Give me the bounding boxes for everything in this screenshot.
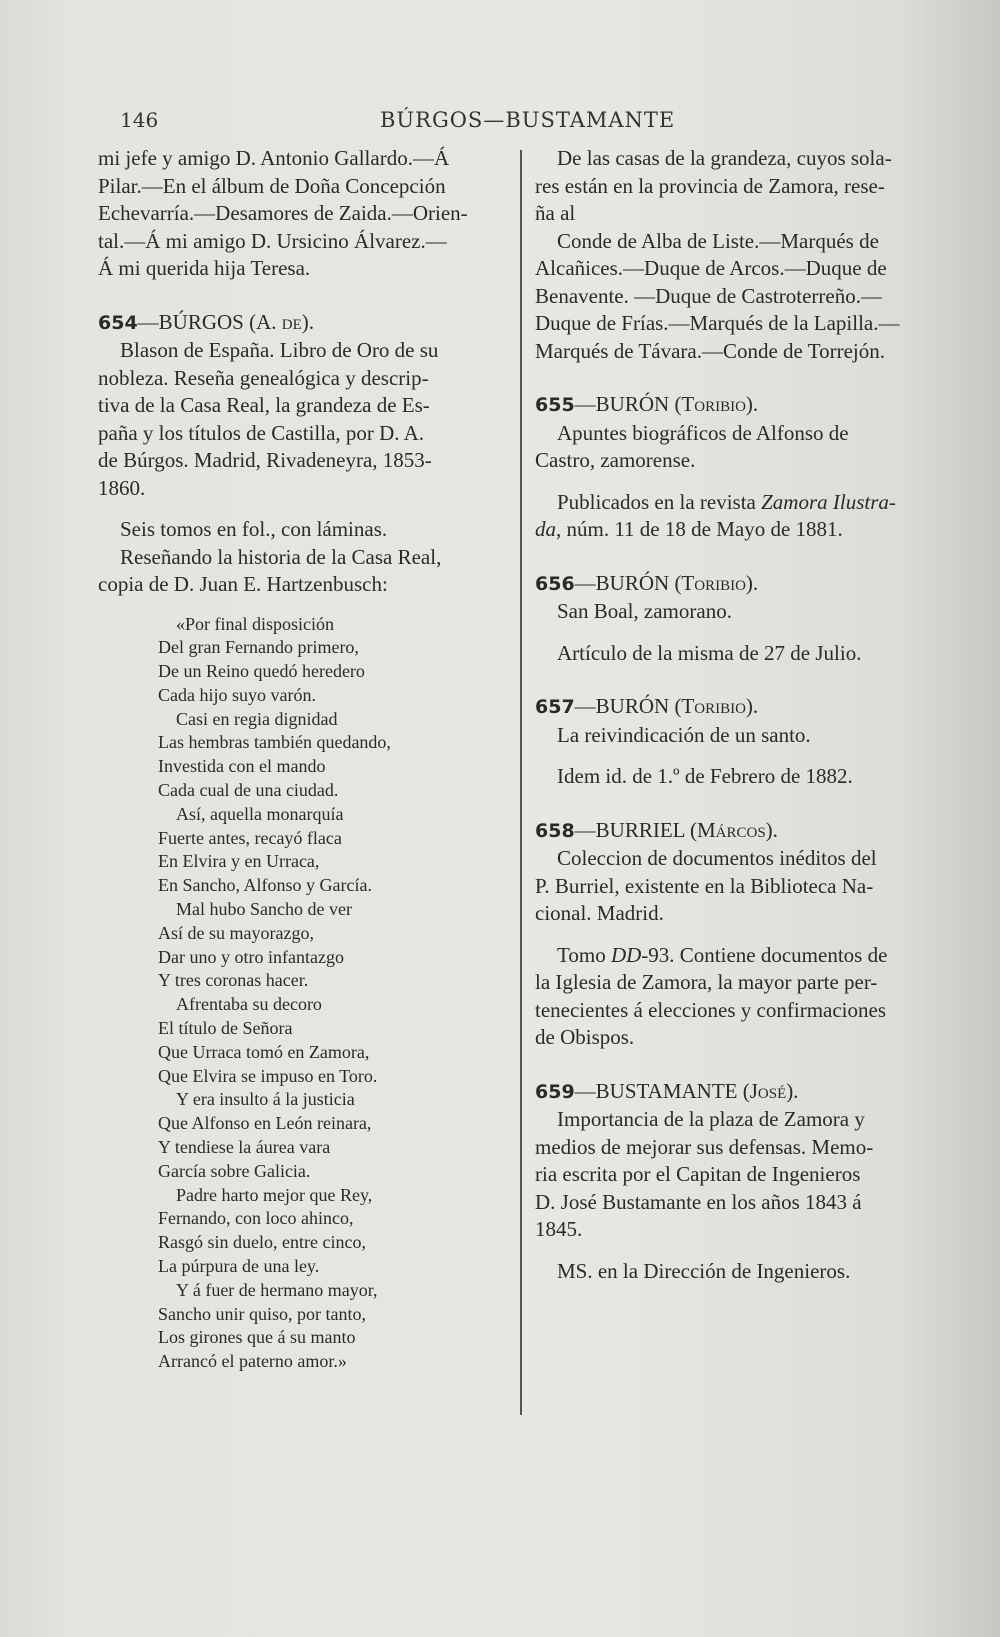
entry-author: BURÓN <box>595 570 670 595</box>
entry-number: 657 <box>535 696 575 718</box>
poem-line: Los girones que á su manto <box>158 1327 356 1348</box>
running-title: BÚRGOS—BUSTAMANTE <box>380 108 676 132</box>
text-line: res están en la provincia de Zamora, rese- <box>535 173 885 198</box>
text-line: Coleccion de documentos inéditos del <box>557 846 877 870</box>
poem-line: Las hembras también quedando, <box>158 732 391 753</box>
text-line: Conde de Alba de Liste.—Marqués de <box>557 228 879 253</box>
text-line: Importancia de la plaza de Zamora y <box>557 1107 865 1131</box>
entry-dash: — <box>574 392 596 416</box>
poem-line: En Elvira y en Urraca, <box>158 851 320 872</box>
note-italic: da <box>535 517 556 541</box>
poem-line: Y á fuer de hermano mayor, <box>176 1279 378 1300</box>
entry-655 <box>535 391 945 544</box>
poem-line: Y tendiese la áurea vara <box>158 1137 331 1158</box>
poem-line: Cada hijo suyo varón. <box>158 684 316 705</box>
text-line: Echevarría.—Desamores de Zaida.—Orien- <box>98 201 468 225</box>
text-line: de Búrgos. Madrid, Rivadeneyra, 1853- <box>98 448 432 472</box>
entry-heading <box>535 693 945 722</box>
entry-given-name: (José). <box>742 1078 799 1103</box>
poem <box>98 613 514 1375</box>
entry-heading <box>535 391 945 420</box>
entry-given-name: (Toribio). <box>674 570 759 595</box>
poem-line: Cada cual de una ciudad. <box>158 780 339 801</box>
entry-particle: de <box>281 309 302 334</box>
entry-note <box>535 763 945 791</box>
entry-number: 658 <box>535 819 575 842</box>
column-divider <box>520 150 522 1415</box>
entry-heading <box>535 1078 945 1107</box>
text-line: ria escrita por el Capitan de Ingenieros <box>535 1162 861 1186</box>
poem-line: De un Reino quedó heredero <box>158 661 365 682</box>
entry-author: BÚRGOS <box>158 309 244 334</box>
entry-dash: — <box>574 817 596 842</box>
text-line: Artículo de la misma de 27 de Julio. <box>557 640 862 665</box>
text-line: copia de D. Juan E. Hartzenbusch: <box>98 572 388 596</box>
text-line: Benavente. —Duque de Castroterreño.— <box>535 283 882 308</box>
text-line: Á mi querida hija Teresa. <box>98 256 311 280</box>
entry-number: 654 <box>98 311 138 334</box>
entry-658 <box>535 817 945 1052</box>
text-line: Castro, zamorense. <box>535 448 696 472</box>
entry-given-name: (Toribio). <box>674 392 759 416</box>
text-line: Seis tomos en fol., con láminas. <box>120 517 388 541</box>
right-column <box>535 145 945 1285</box>
entry-title <box>535 1106 945 1244</box>
poem-line: Fuerte antes, recayó flaca <box>158 827 342 848</box>
text-line: La reivindicación de un santo. <box>557 722 811 747</box>
poem-line: El título de Señora <box>158 1018 293 1039</box>
text-line: San Boal, zamorano. <box>557 599 732 623</box>
entry-659 <box>535 1078 945 1286</box>
grandeza-list <box>535 228 945 366</box>
entry-number: 655 <box>535 394 575 416</box>
entry-author: BURÓN <box>595 694 670 718</box>
entry-title <box>535 845 945 928</box>
poem-line: Casi en regia dignidad <box>176 708 338 729</box>
text-line: Blason de España. Libro de Oro de su <box>120 338 439 362</box>
poem-line: Arrancó el paterno amor.» <box>158 1351 347 1372</box>
text-line: MS. en la Dirección de Ingenieros. <box>557 1258 851 1283</box>
left-column <box>98 145 514 1374</box>
entry-author: BURÓN <box>595 392 670 416</box>
text-line: de Obispos. <box>535 1025 635 1049</box>
entry-number: 659 <box>535 1080 575 1103</box>
poem-line: La púrpura de una ley. <box>158 1256 320 1277</box>
text-line: la Iglesia de Zamora, la mayor parte per- <box>535 970 878 994</box>
note-prefix: Publicados en la revista <box>557 489 762 514</box>
entry-close: ). <box>301 309 315 334</box>
entry-note <box>535 489 945 544</box>
poem-line: Padre harto mejor que Rey, <box>176 1184 373 1205</box>
text-line <box>535 516 945 544</box>
page-number: 146 <box>120 108 159 132</box>
entry-dash: — <box>574 1078 596 1103</box>
text-line: Marqués de Távara.—Conde de Torrejón. <box>535 338 885 363</box>
note-rest: -93. Contiene documentos de <box>641 942 888 967</box>
entry-author-rest: (A. <box>249 309 282 334</box>
entry-number: 656 <box>535 572 575 595</box>
poem-line: Mal hubo Sancho de ver <box>176 899 352 920</box>
poem-line: Que Urraca tomó en Zamora, <box>158 1041 370 1062</box>
text-line: tal.—Á mi amigo D. Ursicino Álvarez.— <box>98 228 447 253</box>
poem-line: García sobre Galicia. <box>158 1160 311 1181</box>
text-line: Reseñando la historia de la Casa Real, <box>120 544 442 569</box>
entry-dash: — <box>574 694 596 718</box>
note-prefix: Tomo <box>557 942 611 967</box>
text-line: mi jefe y amigo D. Antonio Gallardo.—Á <box>98 146 450 170</box>
poem-line: Así de su mayorazgo, <box>158 922 314 943</box>
entry-note <box>535 942 945 1052</box>
text-line: Pilar.—En el álbum de Doña Concepción <box>98 173 446 198</box>
entry-dash: — <box>137 309 159 334</box>
entry-dash: — <box>574 570 596 595</box>
text-line: cional. Madrid. <box>535 901 664 925</box>
poem-line: Investida con el mando <box>158 756 326 777</box>
entry-note <box>535 640 945 668</box>
text-line: ña al <box>535 201 576 225</box>
entry-656 <box>535 570 945 668</box>
text-line: Duque de Frías.—Marqués de la Lapilla.— <box>535 311 900 335</box>
poem-line: «Por final disposición <box>176 613 334 634</box>
poem-line: Y era insulto á la justicia <box>176 1089 355 1110</box>
entry-author: BURRIEL <box>595 817 685 842</box>
note-suffix: , núm. 11 de 18 de Mayo de 1881. <box>556 517 843 541</box>
text-line: Idem id. de 1.º de Febrero de 1882. <box>557 764 853 788</box>
note-italic: Zamora Ilustra- <box>761 489 896 514</box>
text-line <box>535 942 945 970</box>
entry-given-name: (Márcos). <box>689 817 778 842</box>
text-line: 1860. <box>98 475 146 500</box>
text-line: P. Burriel, existente en la Biblioteca Na- <box>535 873 874 898</box>
entry-title <box>535 722 945 750</box>
poem-line: Del gran Fernando primero, <box>158 637 359 658</box>
entry-title <box>98 337 514 502</box>
poem-line: Rasgó sin duelo, entre cinco, <box>158 1232 366 1253</box>
grandeza-intro <box>535 145 945 228</box>
poem-line: Dar uno y otro infantazgo <box>158 946 344 967</box>
entry-657 <box>535 693 945 791</box>
entry-title <box>535 598 945 626</box>
entry-heading <box>535 570 945 599</box>
poem-line: Así, aquella monarquía <box>176 803 344 824</box>
continuation-text <box>98 145 514 283</box>
text-line: paña y los títulos de Castilla, por D. A. <box>98 420 425 445</box>
text-line: Apuntes biográficos de Alfonso de <box>557 420 849 445</box>
text-line: nobleza. Reseña genealógica y descrip- <box>98 365 429 390</box>
entry-heading <box>98 309 514 338</box>
poem-line: En Sancho, Alfonso y García. <box>158 875 372 896</box>
poem-line: Que Elvira se impuso en Toro. <box>158 1065 378 1086</box>
text-line: 1845. <box>535 1217 583 1241</box>
entry-author: BUSTAMANTE <box>595 1078 738 1103</box>
poem-line: Fernando, con loco ahinco, <box>158 1208 354 1229</box>
entry-note <box>535 1258 945 1286</box>
text-line <box>535 489 945 517</box>
entry-title <box>535 420 945 475</box>
text-line: medios de mejorar sus defensas. Memo- <box>535 1134 874 1159</box>
poem-line: Sancho unir quiso, por tanto, <box>158 1303 366 1324</box>
text-line: D. José Bustamante en los años 1843 á <box>535 1189 862 1214</box>
text-line: De las casas de la grandeza, cuyos sola- <box>557 146 892 170</box>
poem-line: Que Alfonso en León reinara, <box>158 1113 372 1134</box>
page-header <box>0 108 1000 138</box>
text-line: tenecientes á elecciones y confirmaciones <box>535 997 886 1022</box>
poem-line: Y tres coronas hacer. <box>158 970 309 991</box>
entry-heading <box>535 817 945 846</box>
entry-given-name: (Toribio). <box>674 694 759 718</box>
poem-line: Afrentaba su decoro <box>176 994 322 1015</box>
note-italic: DD <box>610 942 642 967</box>
text-line: tiva de la Casa Real, la grandeza de Es- <box>98 393 430 417</box>
entry-note <box>98 516 514 599</box>
text-line: Alcañices.—Duque de Arcos.—Duque de <box>535 256 887 280</box>
entry-654 <box>98 309 514 1375</box>
